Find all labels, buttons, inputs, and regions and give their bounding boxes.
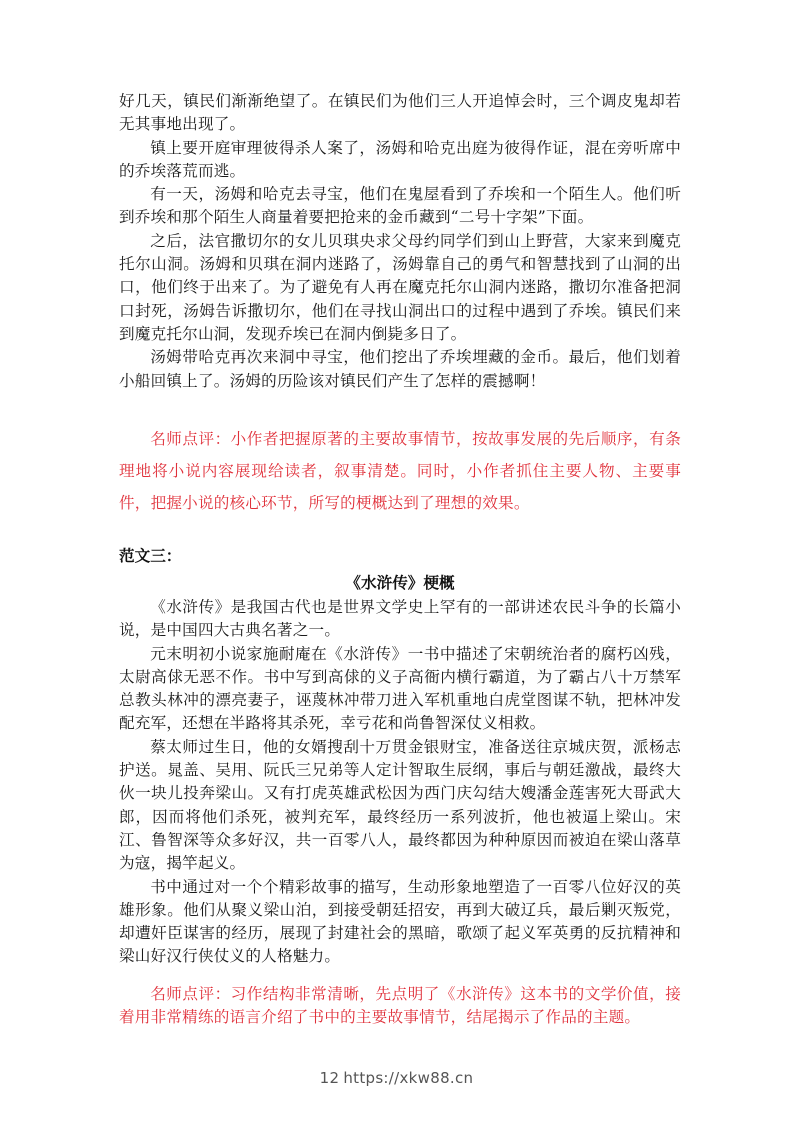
paragraph: 镇上要开庭审理彼得杀人案了，汤姆和哈克出庭为彼得作证，混在旁听席中的乔埃落荒而逃。 xyxy=(119,138,681,180)
paragraph: 汤姆带哈克再次来洞中寻宝，他们挖出了乔埃埋藏的金币。最后，他们划着小船回镇上了。汤姆的历险该对镇民们产生了怎样的震撼啊！ xyxy=(119,348,681,390)
essay-three-body xyxy=(119,596,681,1029)
section-label: 范文三： xyxy=(119,547,182,565)
page-footer xyxy=(0,1069,793,1087)
paragraph: 好几天，镇民们渐渐绝望了。在镇民们为他们三人开追悼会时，三个调皮鬼却若无其事地出现了。 xyxy=(119,92,681,134)
paragraph: 之后，法官撒切尔的女儿贝琪央求父母约同学们到山上野营，大家来到魔克托尔山洞。汤姆和贝琪在洞内迷路了，汤姆靠自己的勇气和智慧找到了山洞的出口，他们终于出来了。为了避免有人再在魔克托尔山洞内迷路，撒切尔准备把洞口封死，汤姆告诉撒切尔，他们在寻找山洞出口的过程中遇到了乔埃。镇民们来到魔克托尔山洞，发现乔埃已在洞内倒毙多日了。 xyxy=(119,231,681,343)
page-number: 12 xyxy=(319,1069,340,1087)
essay-title: 《水浒传》梗概 xyxy=(345,574,455,592)
paragraph: 书中通过对一个个精彩故事的描写，生动形象地塑造了一百零八位好汉的英雄形象。他们从聚义梁山泊，到接受朝廷招安，再到大破辽兵，最后剿灭叛党，却遭奸臣谋害的经历，展现了封建社会的黑暗，歌颂了起义军英勇的反抗精神和梁山好汉行侠仗义的人格魅力。 xyxy=(119,877,681,966)
paragraph: 元末明初小说家施耐庵在《水浒传》一书中描述了宋朝统治者的腐朽凶残，太尉高俅无恶不作。书中写到高俅的义子高衙内横行霸道，为了霸占八十万禁军总教头林冲的漂亮妻子，诬蔑林冲带刀进入军机重地白虎堂图谋不轨，把林冲发配充军，还想在半路将其杀死，幸亏花和尚鲁智深仗义相救。 xyxy=(119,644,681,733)
previous-essay-continuation xyxy=(119,90,681,519)
paragraph: 有一天，汤姆和哈克去寻宝，他们在鬼屋看到了乔埃和一个陌生人。他们听到乔埃和那个陌生人商量着要把抢来的金币藏到“二号十字架”下面。 xyxy=(119,185,681,227)
paragraph: 蔡太师过生日，他的女婿搜刮十万贯金银财宝，准备送往京城庆贺，派杨志护送。晁盖、吴用、阮氏三兄弟等人定计智取生辰纲，事后与朝廷激战，最终大伙一块儿投奔梁山。又有打虎英雄武松因为西门庆勾结大嫂潘金莲害死大哥武大郎，因而将他们杀死，被判充军，最终经历一系列波折，他也被逼上梁山。宋江、鲁智深等众多好汉，共一百零八人，最终都因为种种原因而被迫在梁山落草为寇，揭竿起义。 xyxy=(119,737,681,873)
footer-url[interactable]: https://xkw88.cn xyxy=(343,1069,474,1087)
teacher-comment: 名师点评：习作结构非常清晰，先点明了《水浒传》这本书的文学价值，接着用非常精练的语言介绍了书中的主要故事情节，结尾揭示了作品的主题。 xyxy=(119,984,681,1027)
paragraph: 《水浒传》是我国古代也是世界文学史上罕有的一部讲述农民斗争的长篇小说，是中国四大古典名著之一。 xyxy=(119,598,681,640)
teacher-comment: 名师点评：小作者把握原著的主要故事情节，按故事发展的先后顺序，有条理地将小说内容展现给读者，叙事清楚。同时，小作者抓住主要人物、主要事件，把握小说的核心环节，所写的梗概达到了理想的效果。 xyxy=(119,429,681,512)
